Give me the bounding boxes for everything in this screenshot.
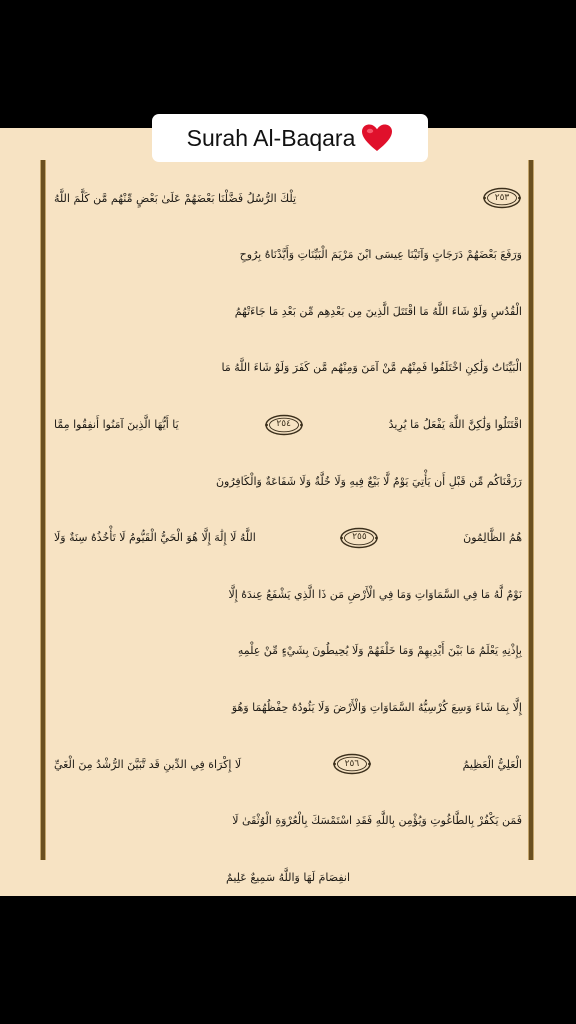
ayah-number: ٢٥٣ bbox=[494, 192, 510, 203]
verse-text: بِإِذْنِهِ يَعْلَمُ مَا بَيْنَ أَيْدِيهِمْ وَمَا خَلْفَهُمْ وَلَا يُحِيطُونَ بِشَيْءٍ مِّنْ عِلْمِهِ bbox=[237, 644, 522, 658]
ayah-number: ٢٥٤ bbox=[276, 419, 291, 430]
verse-text: وَرَفَعَ بَعْضَهُمْ دَرَجَاتٍ وَآتَيْنَا عِيسَى ابْنَ مَرْيَمَ الْبَيِّنَاتِ وَأَيَّدْنَاهُ بِرُوحِ bbox=[239, 248, 522, 262]
ayah-number-marker bbox=[264, 414, 304, 436]
verse-line bbox=[48, 623, 528, 680]
verse-line bbox=[48, 453, 528, 510]
verse-text: اللَّهُ لَا إِلَٰهَ إِلَّا هُوَ الْحَيُّ الْقَيُّومُ لَا تَأْخُذُهُ سِنَةٌ وَلَا bbox=[54, 531, 256, 545]
verse-line bbox=[48, 510, 528, 567]
red-heart-icon bbox=[361, 123, 393, 153]
verse-line bbox=[48, 566, 528, 623]
verse-text: الْقُدُسِ وَلَوْ شَاءَ اللَّهُ مَا اقْتَتَلَ الَّذِينَ مِن بَعْدِهِم مِّن بَعْدِ مَا جَاءَتْهُمُ bbox=[234, 304, 522, 318]
verse-line bbox=[48, 340, 528, 397]
verse-text: تِلْكَ الرُّسُلُ فَضَّلْنَا بَعْضَهُمْ عَلَىٰ بَعْضٍ مِّنْهُم مَّن كَلَّمَ اللَّهُ bbox=[54, 191, 297, 205]
verse-text: يَا أَيُّهَا الَّذِينَ آمَنُوا أَنفِقُوا مِمَّا bbox=[54, 418, 179, 432]
verse-text: انفِصَامَ لَهَا وَاللَّهُ سَمِيعٌ عَلِيمٌ bbox=[226, 870, 350, 884]
verse-text: لَا إِكْرَاهَ فِي الدِّينِ قَد تَّبَيَّنَ الرُّشْدُ مِنَ الْغَيِّ bbox=[54, 757, 242, 771]
verse-line bbox=[48, 849, 528, 906]
verse-text: نَوْمٌ لَّهُ مَا فِي السَّمَاوَاتِ وَمَا فِي الْأَرْضِ مَن ذَا الَّذِي يَشْفَعُ عِندَهُ إِلَّا bbox=[228, 587, 522, 601]
caption-banner bbox=[152, 114, 428, 162]
verse-line bbox=[48, 283, 528, 340]
verse-text: الْعَلِيُّ الْعَظِيمُ bbox=[462, 757, 522, 771]
page-frame-right-border bbox=[528, 160, 534, 860]
verse-text: الْبَيِّنَاتُ وَلَٰكِنِ اخْتَلَفُوا فَمِنْهُم مَّنْ آمَنَ وَمِنْهُم مَّن كَفَرَ وَلَوْ شَاءَ اللَّهُ مَا bbox=[221, 361, 522, 375]
ayah-number-marker bbox=[482, 187, 522, 209]
page-frame-left-border bbox=[40, 160, 46, 860]
ayah-number-marker bbox=[339, 527, 379, 549]
verse-text: رَزَقْنَاكُم مِّن قَبْلِ أَن يَأْتِيَ يَوْمٌ لَّا بَيْعٌ فِيهِ وَلَا خُلَّةٌ وَلَا شَفَاعَةٌ وَالْكَافِرُونَ bbox=[215, 474, 522, 488]
verse-text: فَمَن يَكْفُرْ بِالطَّاغُوتِ وَيُؤْمِن بِاللَّهِ فَقَدِ اسْتَمْسَكَ بِالْعُرْوَةِ الْوُثْقَىٰ لَا bbox=[232, 814, 522, 828]
verse-text: هُمُ الظَّالِمُونَ bbox=[463, 531, 522, 545]
ayah-number-marker bbox=[332, 753, 372, 775]
verse-line bbox=[48, 793, 528, 850]
verse-line bbox=[48, 170, 528, 227]
verses-block bbox=[48, 170, 528, 884]
verse-line bbox=[48, 736, 528, 793]
ayah-number: ٢٥٦ bbox=[344, 758, 360, 769]
verse-line bbox=[48, 679, 528, 736]
verse-line bbox=[48, 227, 528, 284]
verse-line bbox=[48, 396, 528, 453]
verse-text: إِلَّا بِمَا شَاءَ وَسِعَ كُرْسِيُّهُ السَّمَاوَاتِ وَالْأَرْضَ وَلَا يَئُودُهُ حِفْظُهُمَا وَهُوَ bbox=[231, 701, 522, 715]
verse-text: اقْتَتَلُوا وَلَٰكِنَّ اللَّهَ يَفْعَلُ مَا يُرِيدُ bbox=[388, 418, 522, 432]
caption-title: Surah Al-Baqara bbox=[186, 124, 356, 151]
ayah-number: ٢٥٥ bbox=[352, 532, 367, 543]
